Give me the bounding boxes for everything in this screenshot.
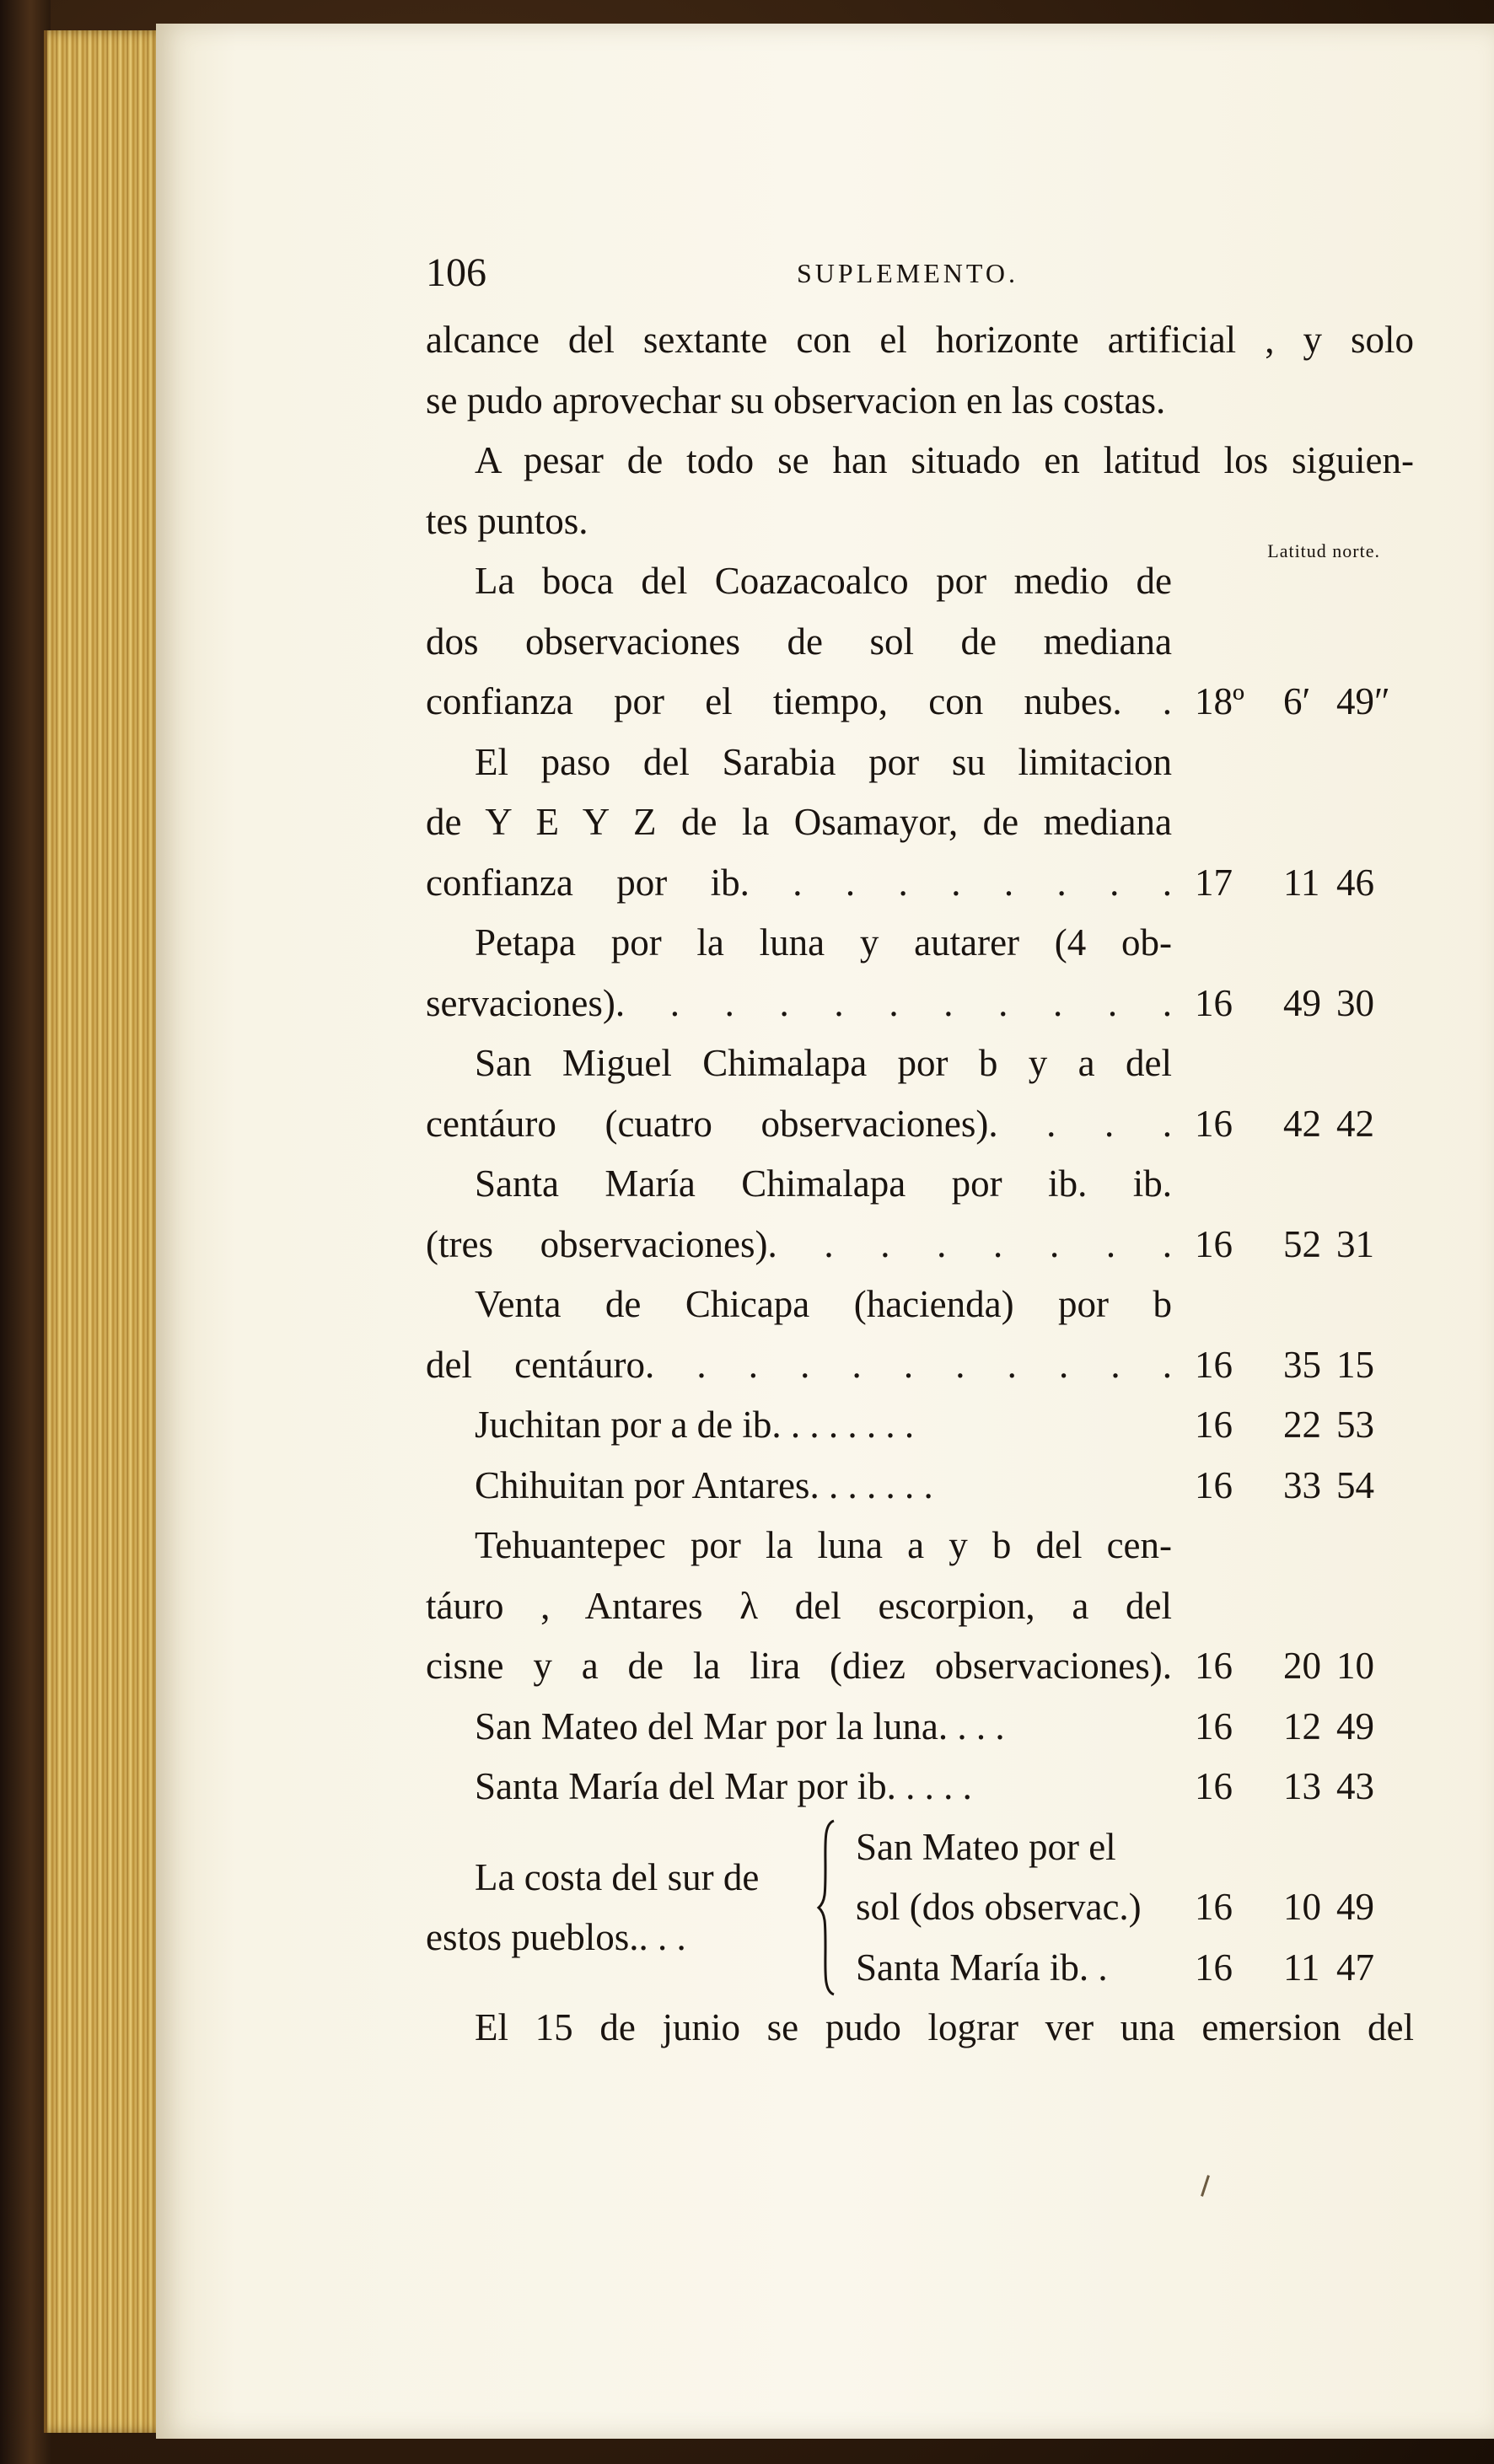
latitude-min: 35 <box>1283 1343 1321 1386</box>
latitude-min: 10 <box>1283 1886 1321 1928</box>
latitude-deg: 17 <box>1195 861 1233 904</box>
latitude-entry <box>426 1275 1414 1395</box>
latitude-value <box>1195 1757 1389 1817</box>
entry-line: Tehuantepec por la luna a y b del cen- <box>475 1524 1172 1566</box>
entry-text <box>426 1456 1172 1517</box>
latitude-value <box>1195 974 1389 1034</box>
latitude-deg: 18º <box>1195 680 1244 722</box>
entry-line: cisne y a de la lira (diez observaciones). <box>426 1645 1172 1687</box>
latitude-deg: 16 <box>1195 1645 1233 1687</box>
brace-row-label: Santa María ib. . <box>856 1946 1108 1989</box>
entry-text <box>426 1697 1172 1758</box>
latitude-entry <box>426 1757 1414 1817</box>
intro-line: se pudo aprovechar su observacion en las costas. <box>426 378 1166 421</box>
latitude-min: 12 <box>1283 1704 1321 1747</box>
latitude-min: 49 <box>1283 981 1321 1024</box>
latitude-min: 6′ <box>1283 680 1311 722</box>
latitude-value <box>1195 1697 1389 1758</box>
leather-cover-edge <box>0 0 51 2464</box>
latitude-entry <box>426 1456 1414 1517</box>
latitude-min: 20 <box>1283 1645 1321 1687</box>
latitude-sec: 49 <box>1336 1704 1374 1747</box>
latitude-deg: 16 <box>1195 1704 1233 1747</box>
entry-line: Petapa por la luna y autarer (4 ob- <box>475 921 1172 964</box>
latitude-deg: 16 <box>1195 1102 1233 1145</box>
brace-left-line: estos pueblos.. . . <box>426 1916 686 1958</box>
brace-group <box>426 1817 1414 1998</box>
latitude-deg: 16 <box>1195 1343 1233 1386</box>
latitude-sec: 10 <box>1336 1645 1374 1687</box>
latitude-value <box>1195 853 1389 914</box>
page-header <box>426 250 1414 310</box>
latitude-entry <box>426 913 1414 1033</box>
intro-line: alcance del sextante con el horizonte artificial , y solo <box>426 319 1414 361</box>
page-content <box>426 250 1414 2058</box>
entry-text <box>426 1275 1172 1395</box>
latitude-sec: 31 <box>1336 1222 1374 1265</box>
latitude-sec: 53 <box>1336 1404 1374 1446</box>
curly-brace-icon <box>815 1817 841 1998</box>
latitude-deg: 16 <box>1195 981 1233 1024</box>
entry-line: San Mateo del Mar por la luna. . . . <box>475 1704 1005 1747</box>
latitude-value <box>1195 672 1389 733</box>
entry-text <box>426 1033 1172 1154</box>
latitude-min: 13 <box>1283 1765 1321 1807</box>
latitude-min: 22 <box>1283 1404 1321 1446</box>
latitude-entry <box>426 1033 1414 1154</box>
latitude-sec: 49 <box>1336 1886 1374 1928</box>
latitude-deg: 16 <box>1195 1886 1233 1928</box>
entry-line: dos observaciones de sol de mediana <box>426 620 1172 663</box>
entry-text <box>426 913 1172 1033</box>
brace-right-rows <box>847 1817 1414 1999</box>
latitude-sec: 47 <box>1336 1946 1374 1989</box>
latitude-deg: 16 <box>1195 1222 1233 1265</box>
latitude-entry <box>426 1697 1414 1758</box>
entry-line: de Y E Y Z de la Osamayor, de mediana <box>426 801 1172 843</box>
entry-text <box>426 1757 1172 1817</box>
latitude-value <box>1195 1456 1389 1517</box>
entry-line: táuro , Antares λ del escorpion, a del <box>426 1584 1172 1627</box>
latitude-sec: 30 <box>1336 981 1374 1024</box>
entry-line: San Miguel Chimalapa por b y a del <box>475 1042 1172 1084</box>
entry-line: La boca del Coazacoalco por medio de <box>475 560 1172 602</box>
entry-line: Venta de Chicapa (hacienda) por b <box>475 1283 1172 1325</box>
entry-text <box>426 733 1172 914</box>
latitude-min: 52 <box>1283 1222 1321 1265</box>
latitude-value <box>1195 1335 1389 1396</box>
entry-text <box>426 1516 1172 1697</box>
latitude-deg: 16 <box>1195 1946 1233 1989</box>
brace-left-line: La costa del sur de <box>475 1855 760 1898</box>
page-number: 106 <box>426 250 486 295</box>
latitude-min: 33 <box>1283 1463 1321 1506</box>
entry-line: (tres observaciones). . . . . . . . <box>426 1222 1172 1265</box>
entry-line: El paso del Sarabia por su limitacion <box>475 740 1172 783</box>
latitude-deg: 16 <box>1195 1765 1233 1807</box>
entry-text <box>426 1395 1172 1456</box>
latitude-sec: 15 <box>1336 1343 1374 1386</box>
brace-left-text <box>426 1848 814 1968</box>
running-head: SUPLEMENTO. <box>797 258 1018 288</box>
entry-text <box>426 1154 1172 1275</box>
entry-text <box>426 551 1172 733</box>
latitude-value <box>1195 1094 1389 1155</box>
latitude-value <box>1195 1395 1389 1456</box>
brace-row-label: sol (dos observac.) <box>856 1886 1142 1928</box>
latitude-min: 11 <box>1283 861 1320 904</box>
latitude-sec: 42 <box>1336 1102 1374 1145</box>
entry-line: del centáuro. . . . . . . . . . . <box>426 1343 1172 1386</box>
latitude-column-label: Latitud norte. <box>1267 540 1380 561</box>
latitude-value <box>1195 1215 1389 1275</box>
entry-line: Santa María del Mar por ib. . . . . <box>475 1765 972 1807</box>
latitude-entry <box>426 733 1414 914</box>
brace-row-label: San Mateo por el <box>856 1825 1116 1868</box>
entry-line: Santa María Chimalapa por ib. ib. <box>475 1162 1172 1205</box>
latitude-entry <box>426 1154 1414 1275</box>
entry-line: centáuro (cuatro observaciones). . . . <box>426 1102 1172 1145</box>
latitude-min: 42 <box>1283 1102 1321 1145</box>
intro-line: A pesar de todo se han situado en latitud los siguien- <box>475 439 1414 481</box>
latitude-entry <box>426 1516 1414 1697</box>
latitude-sec: 43 <box>1336 1765 1374 1807</box>
latitude-deg: 16 <box>1195 1404 1233 1446</box>
entry-line: confianza por ib. . . . . . . . . <box>426 861 1172 904</box>
intro-line: tes puntos. <box>426 499 588 542</box>
entry-line: confianza por el tiempo, con nubes. . <box>426 680 1172 722</box>
latitude-sec: 46 <box>1336 861 1374 904</box>
brace-row <box>847 1817 1414 1878</box>
gilt-page-edges <box>44 30 165 2433</box>
latitude-entry <box>426 1395 1414 1456</box>
latitude-sec: 54 <box>1336 1463 1374 1506</box>
latitude-entry <box>426 551 1414 733</box>
latitude-entries <box>426 551 1414 1817</box>
latitude-deg: 16 <box>1195 1463 1233 1506</box>
entry-line: Juchitan por a de ib. . . . . . . . <box>475 1404 915 1446</box>
entry-line: servaciones). . . . . . . . . . . <box>426 981 1172 1024</box>
brace-row <box>847 1877 1414 1938</box>
latitude-sec: 49″ <box>1336 680 1390 722</box>
entry-line: Chihuitan por Antares. . . . . . . <box>475 1463 933 1506</box>
brace-row <box>847 1938 1414 1999</box>
latitude-value <box>1195 1636 1389 1697</box>
latitude-min: 11 <box>1283 1946 1320 1989</box>
final-line: El 15 de junio se pudo lograr ver una emersion del <box>475 2005 1414 2048</box>
